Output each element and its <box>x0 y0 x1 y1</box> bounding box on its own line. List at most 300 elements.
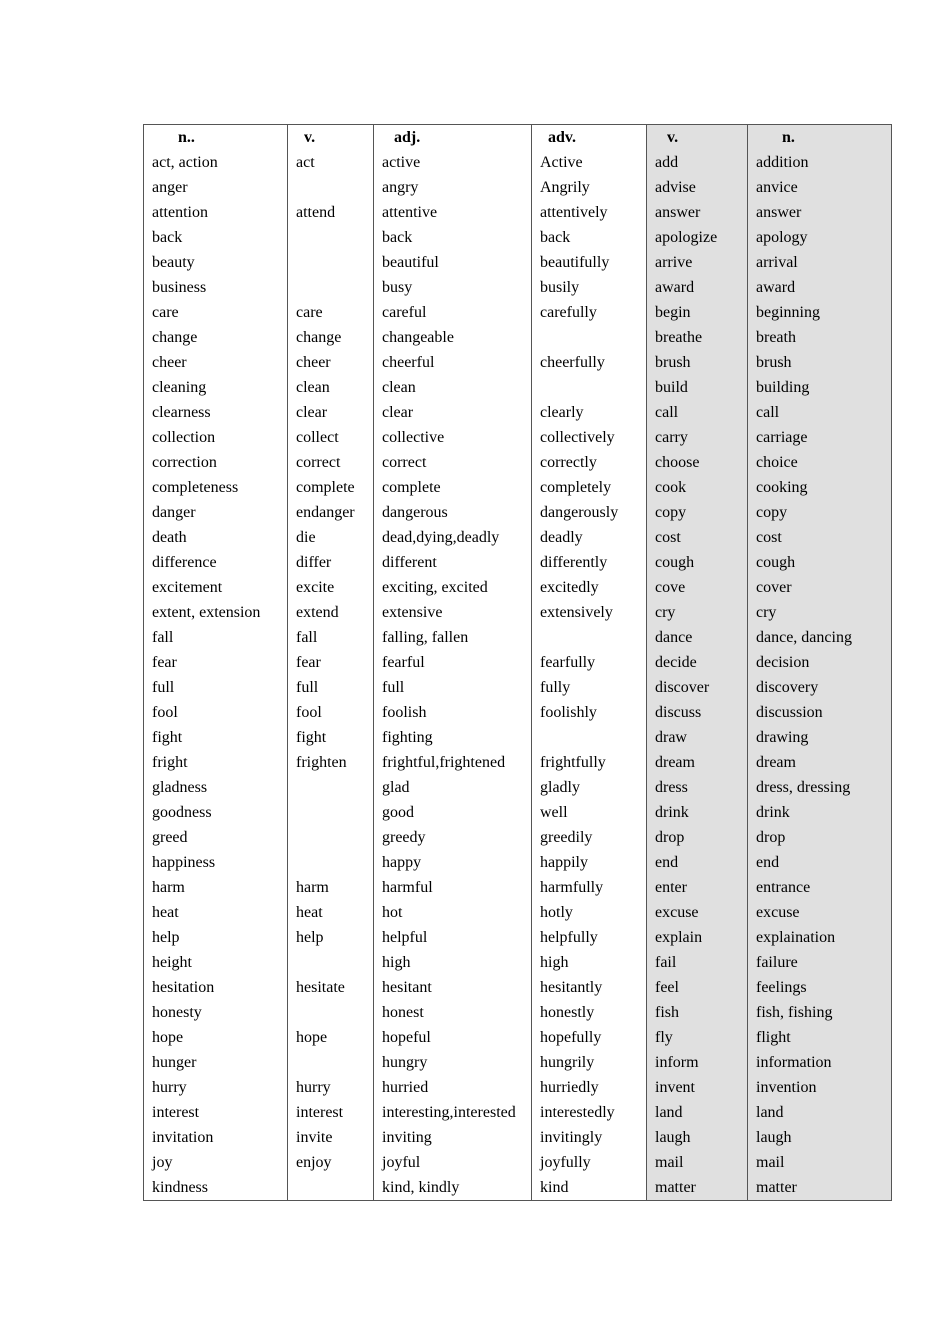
table-row <box>144 975 892 1000</box>
table-row <box>144 825 892 850</box>
cell-verb-base: draw <box>647 725 748 750</box>
cell-verb-form: hope <box>288 1025 374 1050</box>
cell-adjective-form: full <box>374 675 532 700</box>
cell-noun-form: anger <box>144 175 288 200</box>
cell-noun-form: danger <box>144 500 288 525</box>
cell-noun-derived: beginning <box>748 300 892 325</box>
cell-adverb-form: gladly <box>532 775 647 800</box>
cell-noun-derived: arrival <box>748 250 892 275</box>
cell-adverb-form: happily <box>532 850 647 875</box>
cell-adverb-form: honestly <box>532 1000 647 1025</box>
cell-verb-base: build <box>647 375 748 400</box>
cell-adjective-form: cheerful <box>374 350 532 375</box>
cell-noun-form: hunger <box>144 1050 288 1075</box>
table-row <box>144 225 892 250</box>
cell-noun-form: kindness <box>144 1175 288 1201</box>
cell-adjective-form: careful <box>374 300 532 325</box>
cell-verb-base: cost <box>647 525 748 550</box>
table-row <box>144 250 892 275</box>
cell-verb-form: fall <box>288 625 374 650</box>
cell-verb-base: cook <box>647 475 748 500</box>
cell-verb-base: discover <box>647 675 748 700</box>
cell-adjective-form: honest <box>374 1000 532 1025</box>
header-noun-right: n. <box>748 125 892 151</box>
cell-verb-form <box>288 175 374 200</box>
table-row <box>144 700 892 725</box>
header-verb-left: v. <box>288 125 374 151</box>
cell-noun-form: hesitation <box>144 975 288 1000</box>
cell-verb-form: harm <box>288 875 374 900</box>
cell-verb-form: endanger <box>288 500 374 525</box>
cell-adverb-form: hurriedly <box>532 1075 647 1100</box>
table-row <box>144 1125 892 1150</box>
cell-verb-base: excuse <box>647 900 748 925</box>
cell-verb-base: laugh <box>647 1125 748 1150</box>
cell-verb-form: act <box>288 150 374 175</box>
cell-noun-form: fool <box>144 700 288 725</box>
cell-noun-form: goodness <box>144 800 288 825</box>
cell-adverb-form <box>532 325 647 350</box>
cell-verb-base: choose <box>647 450 748 475</box>
cell-noun-derived: cough <box>748 550 892 575</box>
cell-noun-derived: choice <box>748 450 892 475</box>
table-row <box>144 1100 892 1125</box>
cell-noun-derived: decision <box>748 650 892 675</box>
cell-verb-base: fly <box>647 1025 748 1050</box>
cell-adverb-form: fearfully <box>532 650 647 675</box>
cell-verb-base: cry <box>647 600 748 625</box>
cell-verb-base: fish <box>647 1000 748 1025</box>
cell-verb-base: arrive <box>647 250 748 275</box>
table-row <box>144 550 892 575</box>
cell-adverb-form: harmfully <box>532 875 647 900</box>
cell-noun-derived: cry <box>748 600 892 625</box>
cell-adjective-form: angry <box>374 175 532 200</box>
table-row <box>144 875 892 900</box>
table-row <box>144 800 892 825</box>
cell-adjective-form: dead,dying,deadly <box>374 525 532 550</box>
cell-adverb-form: well <box>532 800 647 825</box>
cell-noun-form: joy <box>144 1150 288 1175</box>
table-row <box>144 1075 892 1100</box>
cell-noun-form: cheer <box>144 350 288 375</box>
cell-verb-base: dream <box>647 750 748 775</box>
cell-noun-derived: end <box>748 850 892 875</box>
cell-verb-base: copy <box>647 500 748 525</box>
cell-adverb-form: joyfully <box>532 1150 647 1175</box>
cell-noun-form: completeness <box>144 475 288 500</box>
cell-verb-base: discuss <box>647 700 748 725</box>
cell-adverb-form: correctly <box>532 450 647 475</box>
cell-adverb-form: carefully <box>532 300 647 325</box>
cell-noun-derived: mail <box>748 1150 892 1175</box>
cell-adverb-form: hopefully <box>532 1025 647 1050</box>
cell-adverb-form: interestedly <box>532 1100 647 1125</box>
cell-noun-form: invitation <box>144 1125 288 1150</box>
table-row <box>144 525 892 550</box>
cell-noun-derived: discovery <box>748 675 892 700</box>
cell-adjective-form: fearful <box>374 650 532 675</box>
cell-adjective-form: greedy <box>374 825 532 850</box>
cell-verb-base: dance <box>647 625 748 650</box>
header-verb-right: v. <box>647 125 748 151</box>
cell-verb-form: fear <box>288 650 374 675</box>
table-row <box>144 200 892 225</box>
cell-adverb-form: invitingly <box>532 1125 647 1150</box>
cell-adjective-form: correct <box>374 450 532 475</box>
table-row <box>144 325 892 350</box>
cell-verb-base: land <box>647 1100 748 1125</box>
table-row <box>144 175 892 200</box>
cell-verb-base: explain <box>647 925 748 950</box>
cell-verb-form: extend <box>288 600 374 625</box>
cell-adjective-form: fighting <box>374 725 532 750</box>
header-adjective: adj. <box>374 125 532 151</box>
cell-verb-base: feel <box>647 975 748 1000</box>
cell-verb-form: excite <box>288 575 374 600</box>
cell-verb-form: fool <box>288 700 374 725</box>
cell-verb-form: collect <box>288 425 374 450</box>
cell-adverb-form <box>532 375 647 400</box>
cell-noun-form: difference <box>144 550 288 575</box>
cell-verb-base: carry <box>647 425 748 450</box>
cell-adverb-form: excitedly <box>532 575 647 600</box>
cell-noun-form: fear <box>144 650 288 675</box>
cell-adverb-form: dangerously <box>532 500 647 525</box>
cell-verb-base: cove <box>647 575 748 600</box>
cell-adjective-form: complete <box>374 475 532 500</box>
cell-adjective-form: extensive <box>374 600 532 625</box>
header-noun-left: n.. <box>144 125 288 151</box>
cell-adjective-form: happy <box>374 850 532 875</box>
cell-adverb-form: attentively <box>532 200 647 225</box>
cell-adjective-form: inviting <box>374 1125 532 1150</box>
cell-verb-base: add <box>647 150 748 175</box>
cell-noun-derived: drop <box>748 825 892 850</box>
table-row <box>144 675 892 700</box>
word-forms-table <box>143 124 892 1201</box>
cell-verb-form: care <box>288 300 374 325</box>
cell-adjective-form: joyful <box>374 1150 532 1175</box>
cell-adjective-form: attentive <box>374 200 532 225</box>
cell-adjective-form: beautiful <box>374 250 532 275</box>
cell-verb-form: hesitate <box>288 975 374 1000</box>
cell-verb-base: drop <box>647 825 748 850</box>
cell-verb-form <box>288 250 374 275</box>
cell-verb-base: fail <box>647 950 748 975</box>
cell-adjective-form: foolish <box>374 700 532 725</box>
cell-adverb-form <box>532 725 647 750</box>
cell-adjective-form: interesting,interested <box>374 1100 532 1125</box>
cell-noun-form: hurry <box>144 1075 288 1100</box>
table-row <box>144 450 892 475</box>
table-row <box>144 425 892 450</box>
cell-adverb-form: helpfully <box>532 925 647 950</box>
cell-verb-form <box>288 1000 374 1025</box>
cell-adverb-form: foolishly <box>532 700 647 725</box>
cell-noun-derived: matter <box>748 1175 892 1201</box>
cell-verb-form <box>288 1175 374 1201</box>
table-row <box>144 575 892 600</box>
cell-noun-form: fright <box>144 750 288 775</box>
cell-verb-base: mail <box>647 1150 748 1175</box>
cell-noun-derived: invention <box>748 1075 892 1100</box>
cell-adverb-form: clearly <box>532 400 647 425</box>
cell-verb-base: advise <box>647 175 748 200</box>
cell-verb-base: call <box>647 400 748 425</box>
cell-adjective-form: good <box>374 800 532 825</box>
cell-noun-form: help <box>144 925 288 950</box>
cell-noun-derived: failure <box>748 950 892 975</box>
cell-adjective-form: hot <box>374 900 532 925</box>
table-row <box>144 150 892 175</box>
cell-noun-form: beauty <box>144 250 288 275</box>
cell-noun-derived: anvice <box>748 175 892 200</box>
cell-noun-form: height <box>144 950 288 975</box>
table-row <box>144 950 892 975</box>
cell-adjective-form: glad <box>374 775 532 800</box>
table-row <box>144 850 892 875</box>
cell-noun-form: back <box>144 225 288 250</box>
cell-verb-base: enter <box>647 875 748 900</box>
cell-verb-form: fight <box>288 725 374 750</box>
cell-adjective-form: hopeful <box>374 1025 532 1050</box>
cell-verb-form <box>288 275 374 300</box>
cell-verb-form: clear <box>288 400 374 425</box>
cell-adjective-form: helpful <box>374 925 532 950</box>
cell-adjective-form: collective <box>374 425 532 450</box>
table-row <box>144 1000 892 1025</box>
cell-noun-derived: cooking <box>748 475 892 500</box>
table-row <box>144 925 892 950</box>
cell-noun-form: extent, extension <box>144 600 288 625</box>
cell-verb-form <box>288 800 374 825</box>
cell-adverb-form: deadly <box>532 525 647 550</box>
table-row <box>144 1175 892 1201</box>
cell-noun-form: excitement <box>144 575 288 600</box>
cell-noun-form: act, action <box>144 150 288 175</box>
cell-adverb-form: completely <box>532 475 647 500</box>
cell-adjective-form: hesitant <box>374 975 532 1000</box>
cell-noun-form: greed <box>144 825 288 850</box>
cell-adjective-form: dangerous <box>374 500 532 525</box>
table-header-row <box>144 125 892 151</box>
cell-adjective-form: high <box>374 950 532 975</box>
cell-verb-form <box>288 950 374 975</box>
cell-adverb-form: greedily <box>532 825 647 850</box>
table-row <box>144 300 892 325</box>
cell-adverb-form: Active <box>532 150 647 175</box>
cell-verb-base: apologize <box>647 225 748 250</box>
cell-adjective-form: frightful,frightened <box>374 750 532 775</box>
cell-verb-base: inform <box>647 1050 748 1075</box>
cell-adverb-form: kind <box>532 1175 647 1201</box>
cell-adjective-form: kind, kindly <box>374 1175 532 1201</box>
cell-verb-form: heat <box>288 900 374 925</box>
cell-noun-derived: drink <box>748 800 892 825</box>
table-row <box>144 650 892 675</box>
cell-adjective-form: clear <box>374 400 532 425</box>
cell-verb-form: complete <box>288 475 374 500</box>
cell-verb-base: matter <box>647 1175 748 1201</box>
cell-noun-form: hope <box>144 1025 288 1050</box>
cell-noun-derived: call <box>748 400 892 425</box>
cell-noun-form: death <box>144 525 288 550</box>
cell-noun-derived: land <box>748 1100 892 1125</box>
cell-adverb-form: high <box>532 950 647 975</box>
cell-verb-base: invent <box>647 1075 748 1100</box>
cell-verb-form: change <box>288 325 374 350</box>
cell-noun-form: collection <box>144 425 288 450</box>
table-row <box>144 600 892 625</box>
cell-noun-derived: apology <box>748 225 892 250</box>
cell-noun-derived: award <box>748 275 892 300</box>
cell-noun-form: heat <box>144 900 288 925</box>
table-row <box>144 275 892 300</box>
cell-adverb-form: cheerfully <box>532 350 647 375</box>
cell-noun-derived: cost <box>748 525 892 550</box>
cell-verb-form: correct <box>288 450 374 475</box>
header-adverb: adv. <box>532 125 647 151</box>
cell-noun-form: business <box>144 275 288 300</box>
cell-verb-form: die <box>288 525 374 550</box>
cell-verb-form: interest <box>288 1100 374 1125</box>
cell-adjective-form: clean <box>374 375 532 400</box>
cell-verb-form: full <box>288 675 374 700</box>
cell-noun-derived: dream <box>748 750 892 775</box>
cell-noun-derived: answer <box>748 200 892 225</box>
cell-noun-form: gladness <box>144 775 288 800</box>
cell-adjective-form: back <box>374 225 532 250</box>
cell-noun-derived: explaination <box>748 925 892 950</box>
cell-noun-form: cleaning <box>144 375 288 400</box>
cell-noun-derived: dance, dancing <box>748 625 892 650</box>
cell-noun-derived: dress, dressing <box>748 775 892 800</box>
cell-noun-derived: flight <box>748 1025 892 1050</box>
cell-verb-form: frighten <box>288 750 374 775</box>
cell-adjective-form: hurried <box>374 1075 532 1100</box>
cell-adverb-form: collectively <box>532 425 647 450</box>
cell-noun-derived: addition <box>748 150 892 175</box>
cell-verb-form <box>288 225 374 250</box>
table-row <box>144 625 892 650</box>
cell-noun-derived: laugh <box>748 1125 892 1150</box>
cell-noun-form: harm <box>144 875 288 900</box>
cell-verb-base: drink <box>647 800 748 825</box>
cell-noun-derived: carriage <box>748 425 892 450</box>
cell-noun-derived: excuse <box>748 900 892 925</box>
cell-noun-derived: copy <box>748 500 892 525</box>
cell-adverb-form: differently <box>532 550 647 575</box>
table-row <box>144 900 892 925</box>
cell-noun-form: full <box>144 675 288 700</box>
cell-adverb-form: hungrily <box>532 1050 647 1075</box>
cell-adverb-form: hotly <box>532 900 647 925</box>
cell-noun-derived: entrance <box>748 875 892 900</box>
cell-noun-derived: discussion <box>748 700 892 725</box>
cell-noun-form: fall <box>144 625 288 650</box>
cell-adjective-form: different <box>374 550 532 575</box>
cell-adjective-form: harmful <box>374 875 532 900</box>
cell-noun-form: attention <box>144 200 288 225</box>
cell-verb-form: help <box>288 925 374 950</box>
cell-adverb-form: fully <box>532 675 647 700</box>
cell-adjective-form: hungry <box>374 1050 532 1075</box>
cell-adjective-form: falling, fallen <box>374 625 532 650</box>
cell-noun-derived: brush <box>748 350 892 375</box>
cell-noun-derived: drawing <box>748 725 892 750</box>
cell-adverb-form: Angrily <box>532 175 647 200</box>
cell-adverb-form <box>532 625 647 650</box>
cell-verb-base: brush <box>647 350 748 375</box>
cell-adjective-form: active <box>374 150 532 175</box>
table-row <box>144 500 892 525</box>
table-row <box>144 775 892 800</box>
table-row <box>144 1050 892 1075</box>
cell-verb-form <box>288 1050 374 1075</box>
cell-verb-base: answer <box>647 200 748 225</box>
cell-adverb-form: back <box>532 225 647 250</box>
cell-verb-form: attend <box>288 200 374 225</box>
cell-noun-form: correction <box>144 450 288 475</box>
table-row <box>144 750 892 775</box>
cell-noun-form: fight <box>144 725 288 750</box>
cell-verb-base: cough <box>647 550 748 575</box>
cell-noun-form: change <box>144 325 288 350</box>
table-row <box>144 1025 892 1050</box>
cell-verb-base: dress <box>647 775 748 800</box>
cell-noun-derived: feelings <box>748 975 892 1000</box>
cell-noun-form: clearness <box>144 400 288 425</box>
table-row <box>144 350 892 375</box>
cell-adjective-form: busy <box>374 275 532 300</box>
table-body <box>144 150 892 1201</box>
cell-noun-derived: cover <box>748 575 892 600</box>
cell-noun-derived: breath <box>748 325 892 350</box>
cell-verb-base: end <box>647 850 748 875</box>
cell-verb-form: enjoy <box>288 1150 374 1175</box>
cell-noun-form: happiness <box>144 850 288 875</box>
cell-verb-form <box>288 775 374 800</box>
table-row <box>144 375 892 400</box>
cell-verb-form: invite <box>288 1125 374 1150</box>
cell-verb-base: award <box>647 275 748 300</box>
cell-verb-base: breathe <box>647 325 748 350</box>
cell-adverb-form: extensively <box>532 600 647 625</box>
cell-verb-base: decide <box>647 650 748 675</box>
cell-verb-form: clean <box>288 375 374 400</box>
table-row <box>144 725 892 750</box>
cell-verb-form: differ <box>288 550 374 575</box>
cell-adjective-form: exciting, excited <box>374 575 532 600</box>
cell-noun-derived: building <box>748 375 892 400</box>
cell-verb-form <box>288 825 374 850</box>
cell-adjective-form: changeable <box>374 325 532 350</box>
cell-adverb-form: beautifully <box>532 250 647 275</box>
table-row <box>144 475 892 500</box>
cell-adverb-form: frightfully <box>532 750 647 775</box>
cell-noun-form: interest <box>144 1100 288 1125</box>
cell-adverb-form: hesitantly <box>532 975 647 1000</box>
cell-noun-derived: fish, fishing <box>748 1000 892 1025</box>
cell-verb-form <box>288 850 374 875</box>
cell-noun-derived: information <box>748 1050 892 1075</box>
table-row <box>144 1150 892 1175</box>
cell-adverb-form: busily <box>532 275 647 300</box>
cell-verb-form: cheer <box>288 350 374 375</box>
cell-verb-base: begin <box>647 300 748 325</box>
cell-verb-form: hurry <box>288 1075 374 1100</box>
